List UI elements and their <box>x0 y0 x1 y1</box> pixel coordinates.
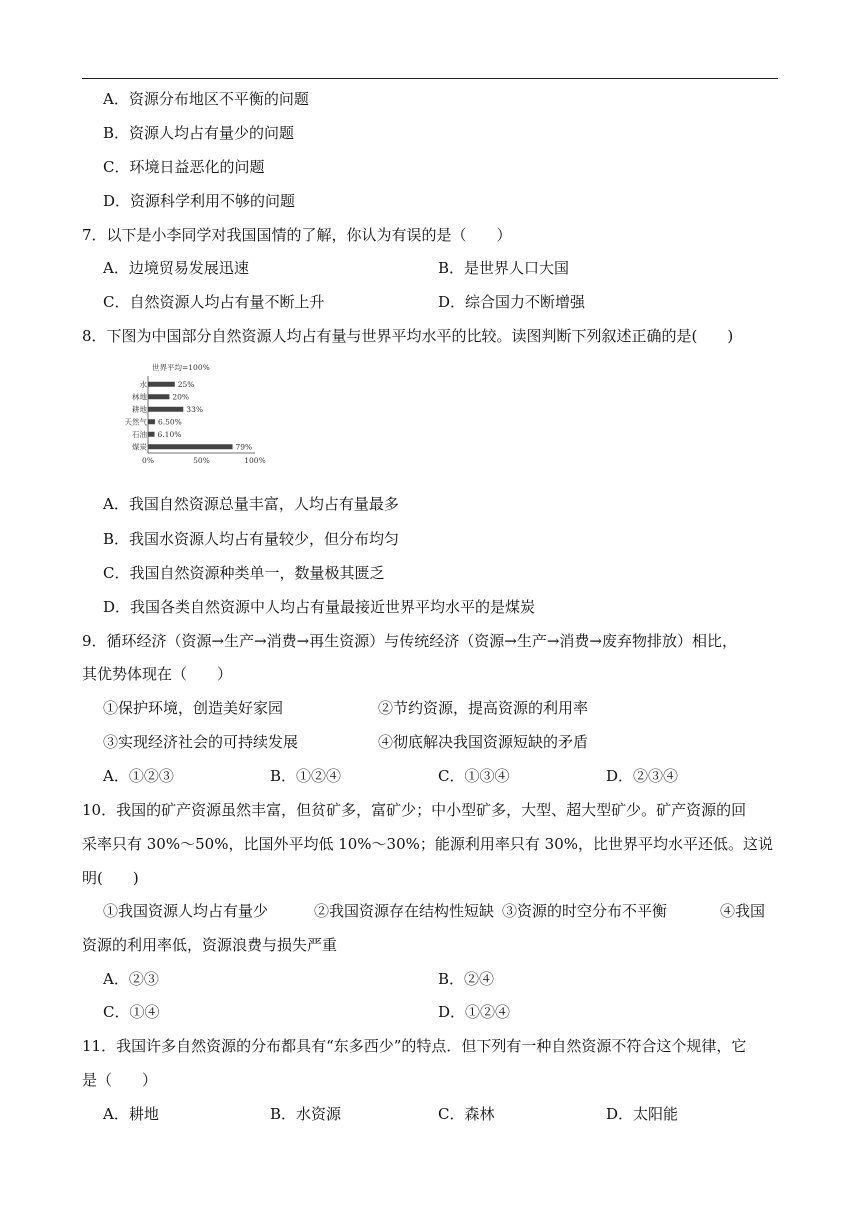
chart-x-tick-label: 100% <box>244 456 266 465</box>
resource-comparison-chart <box>124 358 275 476</box>
chart-value-label: 33% <box>186 404 203 414</box>
chart-category-label: 水 <box>139 379 147 389</box>
q9-stem-line2: 其优势体现在（ ） <box>82 665 233 683</box>
q9-statement-1: ①保护环境，创造美好家园 <box>103 699 284 717</box>
q9-statement-3: ③实现经济社会的可持续发展 <box>103 733 299 751</box>
q7-option-d: D．综合国力不断增强 <box>438 293 586 311</box>
chart-x-tick-label: 0% <box>142 456 154 465</box>
q9-statement-2: ②节约资源，提高资源的利用率 <box>378 699 589 717</box>
q7-option-b: B．是世界人口大国 <box>438 259 570 277</box>
q11-stem-line2: 是（ ） <box>82 1071 158 1089</box>
q7-option-c: C．自然资源人均占有量不断上升 <box>103 293 325 311</box>
chart-bar <box>148 419 155 424</box>
q10-option-d: D．①②④ <box>438 1003 511 1021</box>
q11-option-a: A．耕地 <box>103 1105 159 1123</box>
q10-statement-1: ①我国资源人均占有量少 <box>103 902 269 920</box>
chart-value-label: 79% <box>235 442 253 452</box>
chart-value-label: 6.10% <box>157 429 182 439</box>
q10-statement-4: ④我国 <box>720 902 766 920</box>
q11-option-d: D．太阳能 <box>606 1105 679 1123</box>
q7-option-a: A．边境贸易发展迅速 <box>103 259 249 277</box>
q10-statement-2: ②我国资源存在结构性短缺 <box>314 902 495 920</box>
q10-stem-line1: 10．我国的矿产资源虽然丰富，但贫矿多，富矿少；中小型矿多，大型、超大型矿少。矿产资源的回 <box>82 801 747 819</box>
chart-value-label: 20% <box>172 392 190 402</box>
q9-option-d: D．②③④ <box>606 767 679 785</box>
q11-stem-line1: 11．我国许多自然资源的分布都具有“东多西少”的特点．但下列有一种自然资源不符合这个规律，它 <box>82 1037 747 1055</box>
q8-option-d: D．我国各类自然资源中人均占有量最接近世界平均水平的是煤炭 <box>103 598 536 616</box>
chart-bar <box>148 382 175 387</box>
q10-statement-3: ③资源的时空分布不平衡 <box>502 902 668 920</box>
q9-option-a: A．①②③ <box>103 767 174 785</box>
chart-bar <box>148 394 169 399</box>
header-rule <box>82 78 778 79</box>
chart-title: 世界平均=100% <box>152 363 210 372</box>
q11-option-b: B．水资源 <box>270 1105 342 1123</box>
chart-value-label: 6.50% <box>157 417 182 427</box>
q10-stem-line3: 明( ) <box>82 869 139 887</box>
q8-option-b: B．我国水资源人均占有量较少，但分布均匀 <box>103 530 400 548</box>
q10-option-b: B．②④ <box>438 970 495 988</box>
chart-category-label: 天然气 <box>124 417 147 427</box>
chart-category-label: 石油 <box>132 429 147 439</box>
q8-option-a: A．我国自然资源总量丰富，人均占有量最多 <box>103 495 399 513</box>
chart-value-label: 25% <box>177 379 195 389</box>
q9-option-b: B．①②④ <box>270 767 342 785</box>
q10-option-a: A．②③ <box>103 970 159 988</box>
q8-stem: 8．下图为中国部分自然资源人均占有量与世界平均水平的比较。读图判断下列叙述正确的是( ) <box>82 327 734 345</box>
q6-option-c: C．环境日益恶化的问题 <box>103 158 265 176</box>
chart-x-tick-label: 50% <box>193 456 210 465</box>
q10-option-c: C．①④ <box>103 1003 160 1021</box>
q9-option-c: C．①③④ <box>438 767 510 785</box>
chart-bar <box>148 407 183 412</box>
q8-option-c: C．我国自然资源种类单一，数量极其匮乏 <box>103 564 385 582</box>
q6-option-a: A．资源分布地区不平衡的问题 <box>103 90 309 108</box>
q10-stem-line2: 采率只有 30%～50%，比国外平均低 10%～30%；能源利用率只有 30%，比世界平均水平还低。这说 <box>82 835 774 853</box>
chart-category-label: 煤炭 <box>132 442 147 452</box>
q9-statement-4: ④彻底解决我国资源短缺的矛盾 <box>378 733 589 751</box>
q6-option-b: B．资源人均占有量少的问题 <box>103 124 295 142</box>
q7-stem: 7．以下是小李同学对我国国情的了解，你认为有误的是（ ） <box>82 226 512 244</box>
q10-statement-4-cont: 资源的利用率低，资源浪费与损失严重 <box>82 936 338 954</box>
chart-category-label: 林地 <box>132 392 147 402</box>
q6-option-d: D．资源科学利用不够的问题 <box>103 192 296 210</box>
chart-bar <box>148 444 233 449</box>
chart-category-label: 耕地 <box>132 404 147 414</box>
chart-bar <box>148 432 155 437</box>
q9-stem-line1: 9．循环经济（资源→生产→消费→再生资源）与传统经济（资源→生产→消费→废弃物排放）相比， <box>82 632 737 650</box>
q11-option-c: C．森林 <box>438 1105 495 1123</box>
